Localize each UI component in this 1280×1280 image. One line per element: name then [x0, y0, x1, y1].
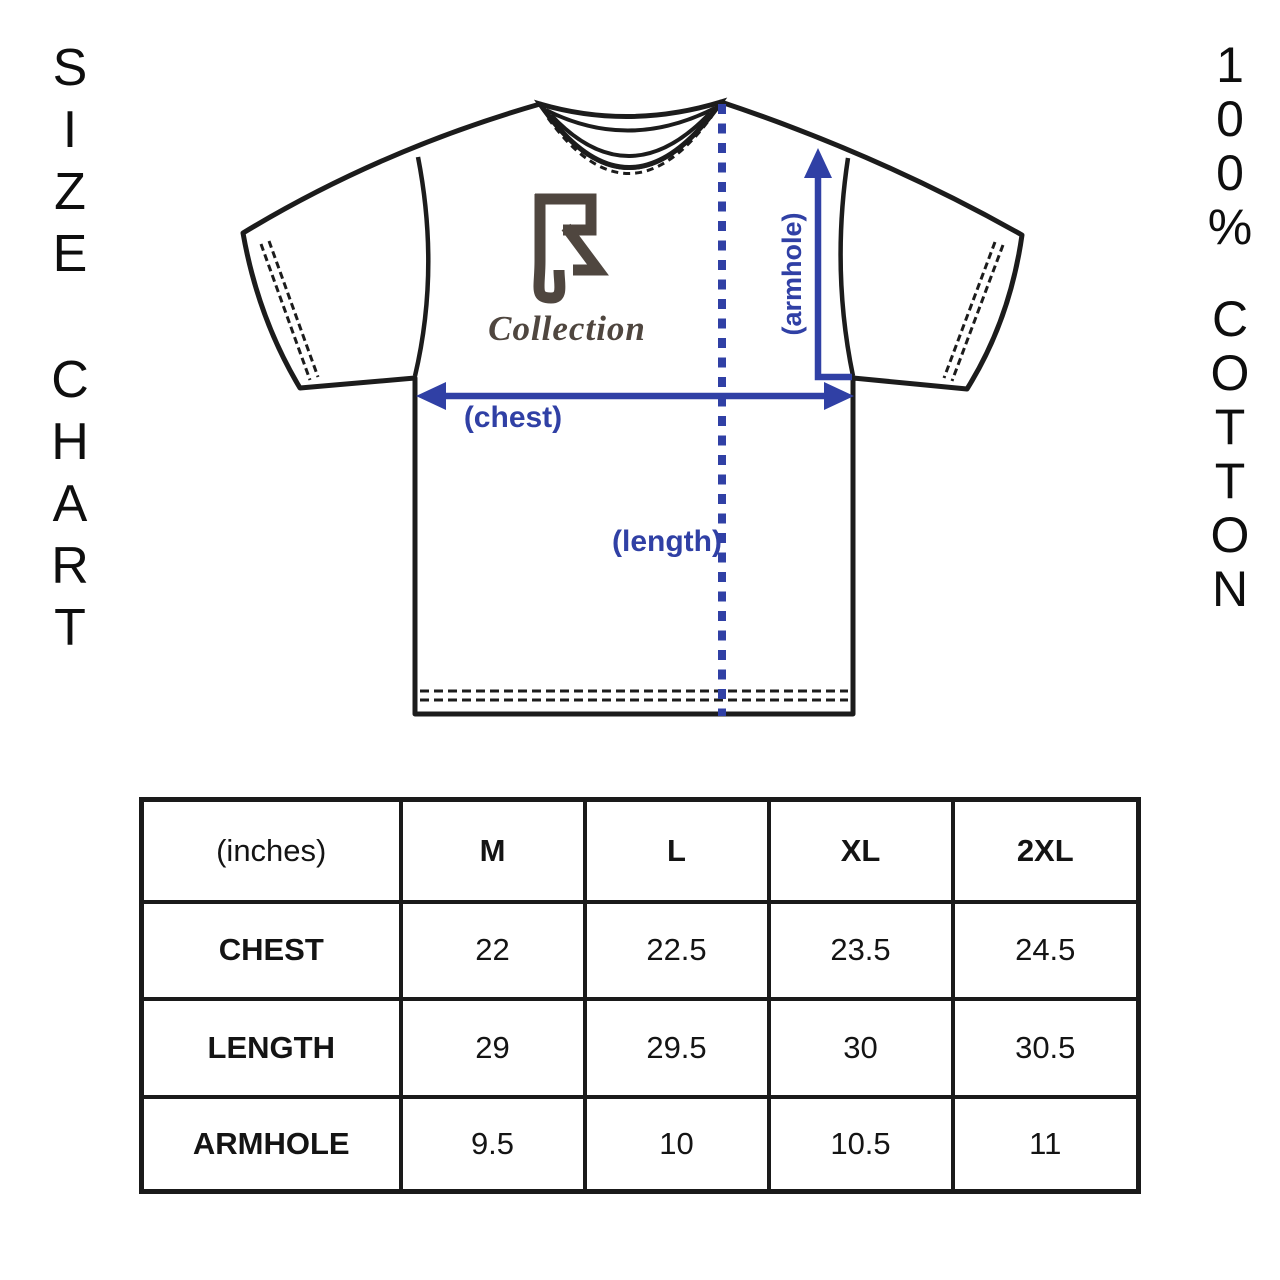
table-row-length	[142, 999, 1139, 1097]
vertical-text-100pct: 1 0 0 %	[1207, 37, 1253, 255]
vertical-text-size: S I Z E	[52, 39, 88, 283]
chest-label: (chest)	[463, 401, 563, 434]
chest-l: 22.5	[585, 902, 769, 999]
table-header-row	[142, 800, 1139, 902]
chest-2xl: 24.5	[953, 902, 1139, 999]
size-table	[139, 797, 1141, 1194]
armhole-m: 9.5	[401, 1097, 585, 1192]
table-row-chest	[142, 902, 1139, 999]
armhole-xl: 10.5	[769, 1097, 953, 1192]
tshirt-body	[243, 102, 1022, 714]
length-2xl: 30.5	[953, 999, 1139, 1097]
tshirt-outline	[243, 102, 1022, 714]
length-m: 29	[401, 999, 585, 1097]
vertical-text-cotton: C O T T O N	[1210, 291, 1250, 617]
logo-wordmark: Collection	[488, 309, 646, 348]
chest-xl: 23.5	[769, 902, 953, 999]
length-label: (length)	[612, 525, 722, 558]
column-header-m: M	[401, 800, 585, 902]
table-row-armhole	[142, 1097, 1139, 1192]
row-label-armhole: ARMHOLE	[142, 1097, 401, 1192]
length-l: 29.5	[585, 999, 769, 1097]
length-xl: 30	[769, 999, 953, 1097]
column-header-l: L	[585, 800, 769, 902]
armhole-label: (armhole)	[777, 212, 807, 336]
chest-m: 22	[401, 902, 585, 999]
column-header-2xl: 2XL	[953, 800, 1139, 902]
unit-header-cell: (inches)	[142, 800, 401, 902]
column-header-xl: XL	[769, 800, 953, 902]
row-label-chest: CHEST	[142, 902, 401, 999]
vertical-text-chart: C H A R T	[51, 351, 89, 657]
row-label-length: LENGTH	[142, 999, 401, 1097]
armhole-l: 10	[585, 1097, 769, 1192]
armhole-2xl: 11	[953, 1097, 1139, 1192]
